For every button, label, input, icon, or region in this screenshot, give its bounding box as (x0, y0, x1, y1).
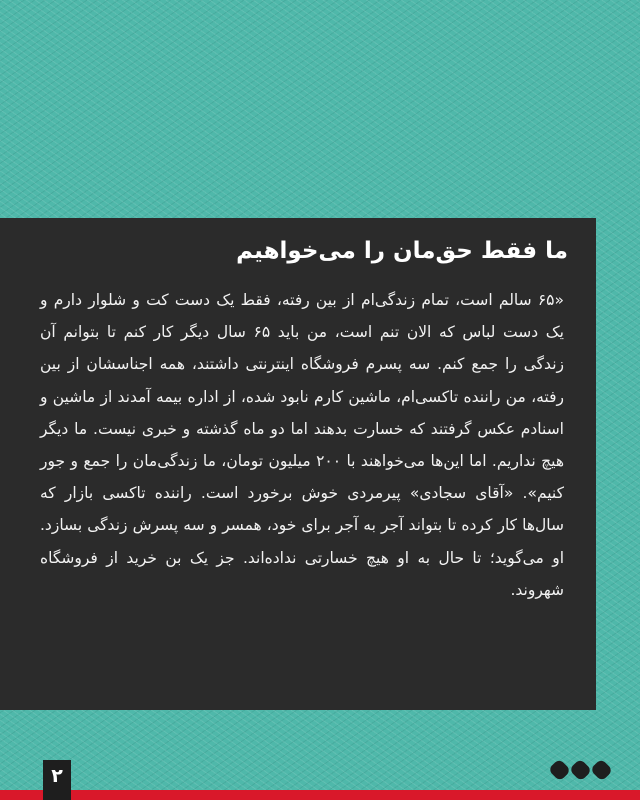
page-number: ۲ (43, 760, 71, 800)
three-dots-logo-icon (550, 759, 612, 781)
footer-accent-bar (0, 790, 640, 800)
article-body: «۶۵ سالم است، تمام زندگی‌ام از بین رفته، فقط یک دست کت و شلوار دارم و یک دست لباس که الان تنم است، من باید ۶۵ سال دیگر کار کنم تا بتوانم آن زندگی را جمع کنم. سه پسرم فروشگاه اینترنتی داشتند، همه اجناسشان از بین رفته، من راننده تاکسی‌ام، ماشین کارم نابود شده، از اداره بیمه آمدند از ماشین و اسنادم عکس گرفتند که خسارت بدهند اما دو ماه گذشته و خبری نیست. ما دیگر هیچ نداریم. اما این‌ها می‌خواهند با ۲۰۰ میلیون تومان، ما زندگی‌مان را جمع و جور کنیم». «آقای سجادی» پیرمردی خوش برخورد است. راننده تاکسی بازار که سال‌ها کار کرده تا بتواند آجر به آجر برای خود، همسر و سه پسرش زندگی بسازد. او می‌گوید؛ تا حال به او هیچ خسارتی نداده‌اند. جز یک بن خرید از فروشگاه شهروند. (40, 291, 564, 599)
article-title: ما فقط حق‌مان را می‌خواهیم (236, 238, 568, 264)
article-card (0, 218, 596, 710)
